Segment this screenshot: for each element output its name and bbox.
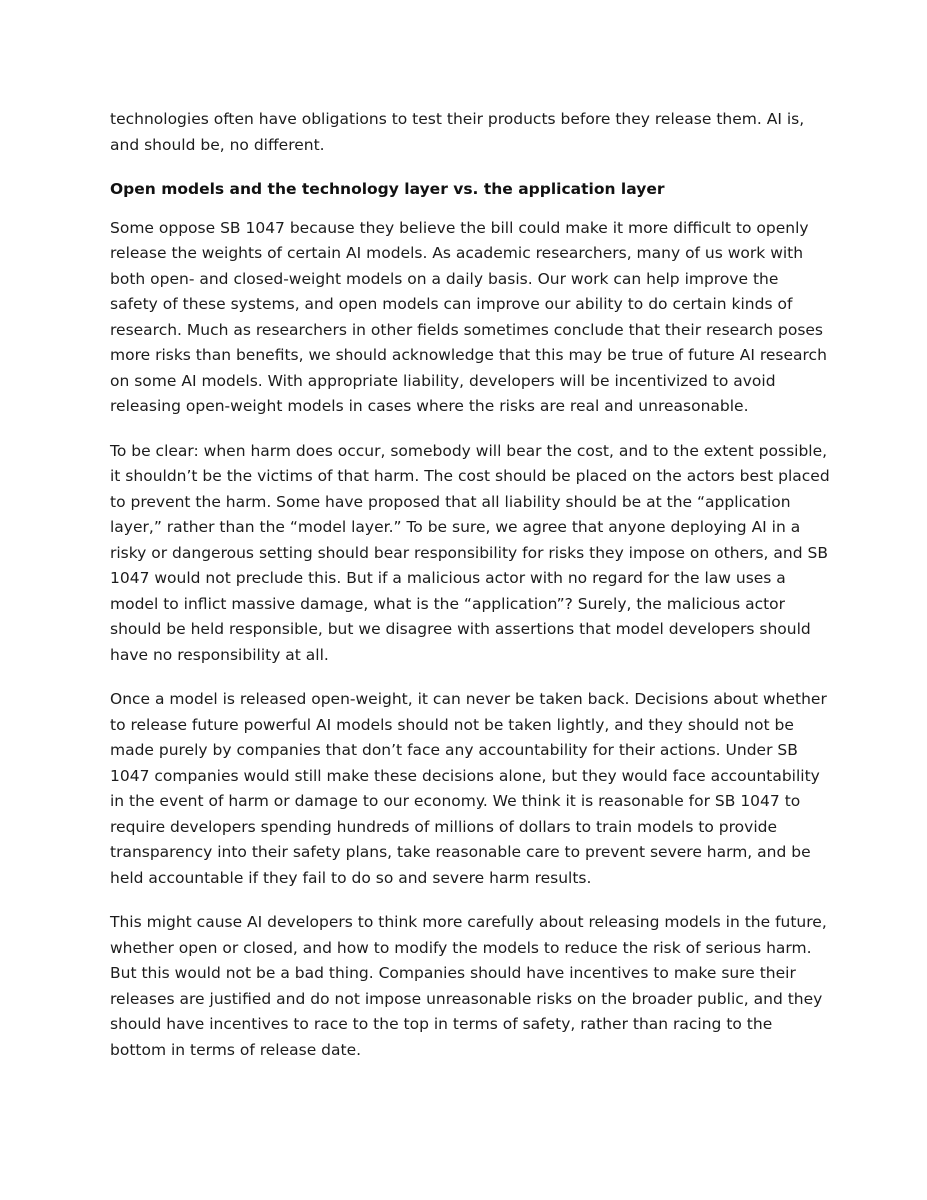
paragraph-open-weights: Some oppose SB 1047 because they believe the bill could make it more difficult to openly release the weights of certain AI models. As academic researchers, many of us work with both open- and closed-weight models on a daily basis. Our work can help improve the safety of these systems, and open models can improve our ability to do certain kinds of research. Much as researchers in other fields sometimes conclude that their research poses more risks than benefits, we should acknowledge that this may be true of future AI research on some AI models. With appropriate liability, developers will be incentivized to avoid releasing open-weight models in cases where the risks are real and unreasonable.	[110, 218, 827, 415]
section-heading: Open models and the technology layer vs. the application layer	[110, 180, 665, 198]
document-body	[110, 107, 830, 1082]
paragraph-liability: To be clear: when harm does occur, somebody will bear the cost, and to the extent possible, it shouldn’t be the victims of that harm. The cost should be placed on the actors best placed to prevent the harm. Some have proposed that all liability should be at the “application layer,” rather than the “model layer.” To be sure, we agree that anyone deploying AI in a risky or dangerous setting should bear responsibility for risks they impose on others, and SB 1047 would not preclude this. But if a malicious actor with no regard for the law uses a model to inflict massive damage, what is the “application”? Surely, the malicious actor should be held responsible, but we disagree with assertions that model developers should have no responsibility at all.	[110, 441, 830, 664]
paragraph-accountability: Once a model is released open-weight, it can never be taken back. Decisions about whether to release future powerful AI models should not be taken lightly, and they should not be made purely by companies that don’t face any accountability for their actions. Under SB 1047 companies would still make these decisions alone, but they would face accountability in the event of harm or damage to our economy. We think it is reasonable for SB 1047 to require developers spending hundreds of millions of dollars to train models to provide transparency into their safety plans, take reasonable care to prevent severe harm, and be held accountable if they fail to do so and severe harm results.	[110, 690, 827, 887]
paragraph-incentives: This might cause AI developers to think more carefully about releasing models in the future, whether open or closed, and how to modify the models to reduce the risk of serious harm. But this would not be a bad thing. Companies should have incentives to make sure their releases are justified and do not impose unreasonable risks on the broader public, and they should have incentives to race to the top in terms of safety, rather than racing to the bottom in terms of release date.	[110, 913, 827, 1059]
intro-paragraph: technologies often have obligations to test their products before they release them. AI is, and should be, no different.	[110, 110, 805, 154]
